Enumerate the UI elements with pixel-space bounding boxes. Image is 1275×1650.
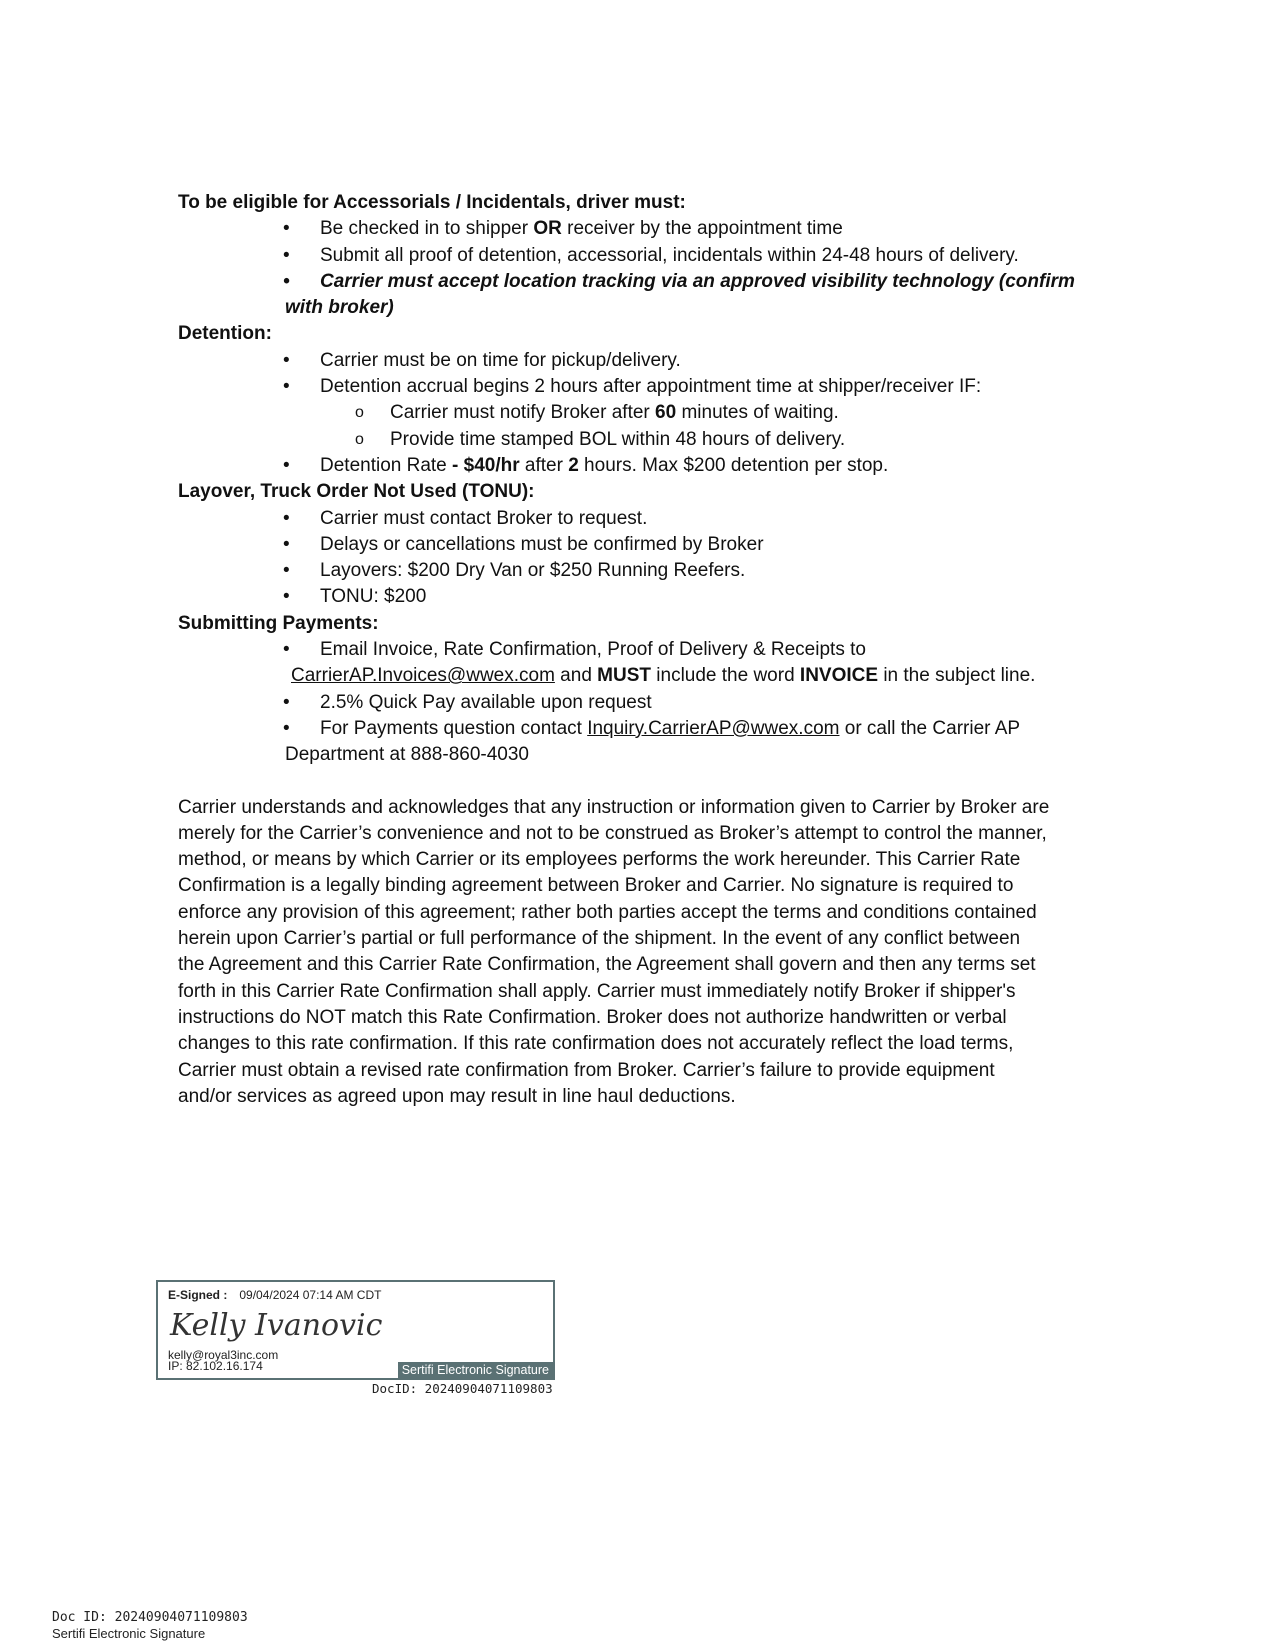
bullet-icon: • xyxy=(283,533,290,555)
bullet-icon: • xyxy=(283,560,290,582)
eligibility-heading: To be eligible for Accessorials / Incidentals, driver must: xyxy=(178,192,686,213)
bullet-icon: • xyxy=(283,691,290,713)
list-item: • Layovers: $200 Dry Van or $250 Running Reefers. xyxy=(178,558,1098,584)
bullet-icon: • xyxy=(283,454,290,476)
signer-email: kelly@royal3inc.com xyxy=(168,1348,279,1362)
list-item: • Submit all proof of detention, accessorial, incidentals within 24-48 hours of delivery. xyxy=(178,243,1098,269)
e-signed-timestamp: 09/04/2024 07:14 AM CDT xyxy=(239,1288,382,1302)
bullet-icon: • xyxy=(283,349,290,371)
layover-heading: Layover, Truck Order Not Used (TONU): xyxy=(178,481,535,503)
e-signed-line xyxy=(168,1288,381,1302)
e-signature-box xyxy=(156,1280,555,1380)
bullet-icon: • xyxy=(283,376,290,398)
list-item: • Carrier must accept location tracking via an approved visibility technology (confirm xyxy=(178,269,1098,295)
list-item: • TONU: $200 xyxy=(178,584,1098,610)
footer-brand: Sertifi Electronic Signature xyxy=(52,1626,206,1641)
signature-image: Kelly Ivanovic xyxy=(170,1308,383,1343)
terms-paragraph: Carrier understands and acknowledges that any instruction or information given to Carrier by Broker are merely for the Carrier’s convenience and not to be construed as Broker’s attempt to control the manner, method, or means by which Carrier or its employees performs the work hereunder. This Carrier Rate Confirmation is a legally binding agreement between Broker and Carrier. No signature is required to enforce any provision of this agreement; rather both parties accept the terms and conditions contained herein upon Carrier’s partial or full performance of the shipment. In the event of any conflict between the Agreement and this Carrier Rate Confirmation, the Agreement shall govern and then any terms set forth in this Carrier Rate Confirmation shall apply. Carrier must immediately notify Broker if shipper's instructions do NOT match this Rate Confirmation. Broker does not authorize handwritten or verbal changes to this rate confirmation. If this rate confirmation does not accurately reflect the load terms, Carrier must obtain a revised rate confirmation from Broker. Carrier’s failure to provide equipment and/or services as agreed upon may result in line haul deductions. xyxy=(178,796,1050,1107)
e-signed-label: E-Signed : xyxy=(168,1288,228,1302)
list-item-continuation: CarrierAP.Invoices@wwex.com and MUST include the word INVOICE in the subject line. xyxy=(291,665,1036,687)
list-item: • Detention Rate - $40/hr after 2 hours. Max $200 detention per stop. xyxy=(178,453,1098,479)
list-item: • Detention accrual begins 2 hours after appointment time at shipper/receiver IF: xyxy=(178,374,1098,400)
circle-bullet-icon: o xyxy=(355,404,364,422)
bullet-icon: • xyxy=(283,244,290,266)
list-item: • Email Invoice, Rate Confirmation, Proof of Delivery & Receipts to xyxy=(178,637,1098,663)
signer-ip: IP: 82.102.16.174 xyxy=(168,1359,263,1373)
bullet-icon: • xyxy=(283,218,290,240)
payments-heading: Submitting Payments: xyxy=(178,612,379,634)
list-item: • For Payments question contact Inquiry.CarrierAP@wwex.com or call the Carrier AP xyxy=(178,716,1098,742)
signature-doc-id: DocID: 20240904071109803 xyxy=(372,1381,553,1396)
list-item: • Carrier must be on time for pickup/delivery. xyxy=(178,348,1098,374)
footer-doc-id: Doc ID: 20240904071109803 xyxy=(52,1610,248,1625)
bullet-icon: • xyxy=(283,270,290,292)
bullet-icon: • xyxy=(283,717,290,739)
bullet-icon: • xyxy=(283,507,290,529)
document-body xyxy=(178,190,1098,1110)
list-item-continuation: with broker) xyxy=(285,297,394,319)
list-item: • Delays or cancellations must be confirmed by Broker xyxy=(178,532,1098,558)
sertifi-badge: Sertifi Electronic Signature xyxy=(398,1362,553,1378)
inquiry-email-link[interactable]: Inquiry.CarrierAP@wwex.com xyxy=(587,717,840,739)
bullet-icon: • xyxy=(283,586,290,608)
bullet-icon: • xyxy=(283,639,290,661)
sub-list-item: o Carrier must notify Broker after 60 minutes of waiting. xyxy=(178,400,1098,426)
list-item: • Carrier must contact Broker to request. xyxy=(178,506,1098,532)
signer-details xyxy=(168,1350,278,1372)
page-footer xyxy=(52,1610,248,1642)
list-item-continuation: Department at 888-860-4030 xyxy=(285,744,529,766)
list-item: • Be checked in to shipper OR receiver by the appointment time xyxy=(178,216,1098,242)
sub-list-item: o Provide time stamped BOL within 48 hours of delivery. xyxy=(178,427,1098,453)
invoice-email-link[interactable]: CarrierAP.Invoices@wwex.com xyxy=(291,665,555,687)
detention-heading: Detention: xyxy=(178,323,272,345)
circle-bullet-icon: o xyxy=(355,430,364,448)
list-item: • 2.5% Quick Pay available upon request xyxy=(178,690,1098,716)
